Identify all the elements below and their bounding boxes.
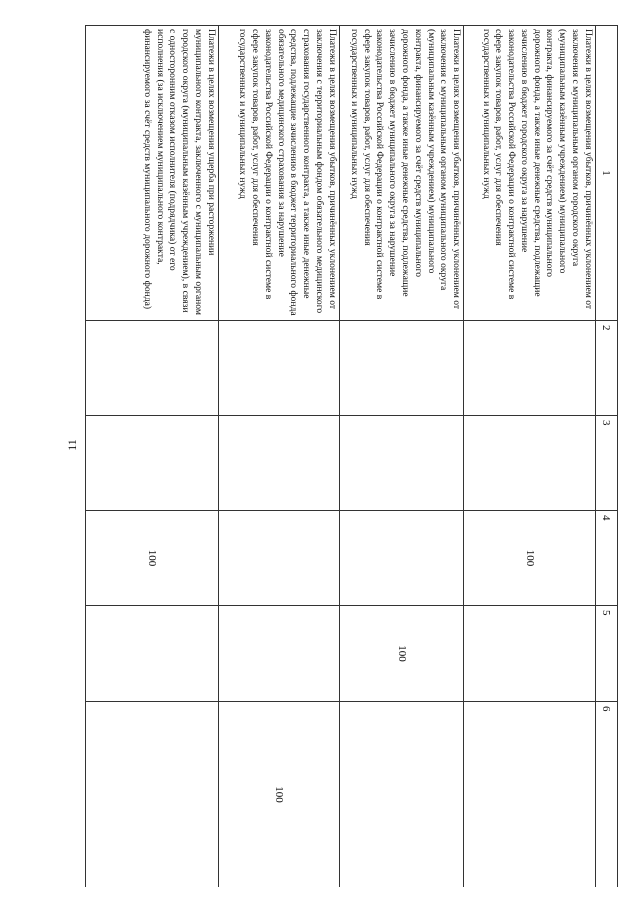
header-cell-3: 3 bbox=[595, 416, 617, 511]
row-value-col3 bbox=[218, 416, 339, 511]
payments-table bbox=[85, 25, 618, 887]
row-value-col5 bbox=[218, 606, 339, 702]
row-value-col5: 100 bbox=[339, 606, 463, 702]
landscape-table-area bbox=[85, 25, 618, 887]
header-cell-5: 5 bbox=[595, 606, 617, 702]
row-value-col2 bbox=[339, 321, 463, 416]
header-cell-6: 6 bbox=[595, 702, 617, 888]
row-value-col6 bbox=[464, 702, 596, 888]
table-row bbox=[339, 26, 463, 888]
row-description: Платежи в целях возмещения убытков, причинённых уклонением от заключения с муниципальным органом городского округа (муниципальным казённым учреждением) муниципального контракта, финансируемого за счёт средств муниципального дорожного фонда, а также иные денежные средства, подлежащие зачислению в бюджет городского округа за нарушение законодательства Российской Федерации о контрактной системе в сфере закупок товаров, работ, услуг для обеспечения государственных и муниципальных нужд bbox=[464, 26, 596, 321]
row-description: Платежи в целях возмещения ущерба при расторжении муниципального контракта, заключенного с муниципальным органом городского округа (муниципальным казённым учреждением), в связи с односторонним отказом исполнителя (подрядчика) от его исполнения (за исключением муниципального контракта, финансируемого за счёт средств муниципального дорожного фонда) bbox=[86, 26, 219, 321]
row-value-col3 bbox=[86, 416, 219, 511]
header-cell-2: 2 bbox=[595, 321, 617, 416]
row-description: Платежи в целях возмещения убытков, причинённых уклонением от заключения с муниципальным органом муниципального округа (муниципальным казённым учреждением) муниципального контракта, финансируемого за счёт средств муниципального дорожного фонда, а также иные денежные средства, подлежащие зачислению в бюджет муниципального округа за нарушение законодательства Российской Федерации о контрактной системе в сфере закупок товаров, работ, услуг для обеспечения государственных и муниципальных нужд bbox=[339, 26, 463, 321]
row-value-col6: 100 bbox=[218, 702, 339, 888]
row-value-col3 bbox=[464, 416, 596, 511]
page-number: 11 bbox=[65, 439, 79, 451]
row-value-col5 bbox=[86, 606, 219, 702]
row-value-col6 bbox=[86, 702, 219, 888]
table-header-row bbox=[595, 26, 617, 888]
rotated-page bbox=[85, 25, 618, 887]
row-value-col4 bbox=[218, 511, 339, 606]
row-value-col2 bbox=[86, 321, 219, 416]
header-cell-4: 4 bbox=[595, 511, 617, 606]
row-value-col5 bbox=[464, 606, 596, 702]
header-cell-1: 1 bbox=[595, 26, 617, 321]
table-row bbox=[464, 26, 596, 888]
row-value-col6 bbox=[339, 702, 463, 888]
table-row bbox=[218, 26, 339, 888]
table-row bbox=[86, 26, 219, 888]
row-value-col3 bbox=[339, 416, 463, 511]
row-description: Платежи в целях возмещения убытков, причинённых уклонением от заключения с территориальным фондом обязательного медицинского страхования государственного контракта, а также иные денежные средства, подлежащие зачислению в бюджет территориального фонда обязательного медицинского страхования за нарушение законодательства Российской Федерации о контрактной системе в сфере закупок товаров, работ, услуг для обеспечения государственных и муниципальных нужд bbox=[218, 26, 339, 321]
row-value-col4 bbox=[339, 511, 463, 606]
row-value-col4: 100 bbox=[464, 511, 596, 606]
row-value-col4: 100 bbox=[86, 511, 219, 606]
row-value-col2 bbox=[218, 321, 339, 416]
row-value-col2 bbox=[464, 321, 596, 416]
